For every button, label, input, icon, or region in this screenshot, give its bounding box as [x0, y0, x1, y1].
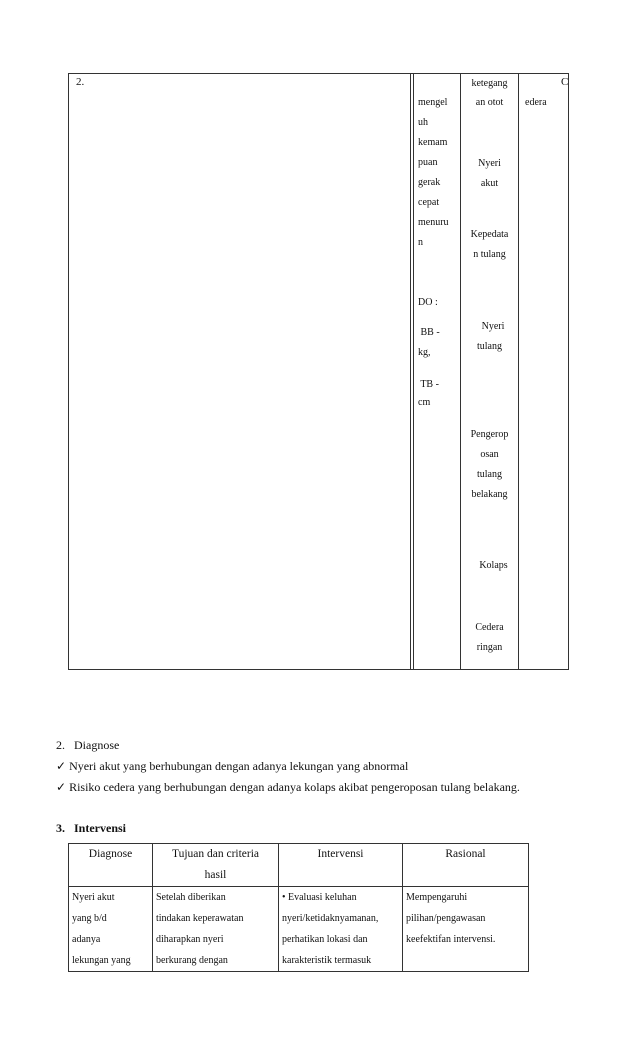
top-table-top-border [68, 73, 569, 74]
col4-line: ketegang [471, 78, 508, 89]
top-table-left-border [68, 73, 69, 670]
col4-line: Pengerop [470, 429, 509, 440]
cell-diagnose: Nyeri akut yang b/d adanya lekungan yang [69, 887, 153, 972]
checkmark-icon: ✓ [56, 759, 67, 773]
col4-line: Nyeri [478, 158, 501, 169]
col4-line: tulang [477, 469, 502, 480]
col3-line: cm [418, 397, 431, 408]
col3-line: BB - [418, 327, 440, 338]
diagnose-number: 2. [56, 738, 65, 752]
col3-line: puan [418, 157, 438, 168]
intervensi-table-header-row [69, 844, 529, 887]
col3-line: kg, [418, 347, 431, 358]
col3-line: n [418, 237, 423, 248]
intervensi-table [68, 843, 529, 972]
top-table-col-divider-3 [460, 73, 461, 670]
col4-line: an otot [475, 97, 504, 108]
header-rasional: Rasional [403, 844, 529, 887]
col3-line: mengel [418, 97, 448, 108]
header-intervensi: Intervensi [279, 844, 403, 887]
cell-tujuan: Setelah diberikan tindakan keperawatan diharapkan nyeri berkurang dengan [153, 887, 279, 972]
col4-line: n tulang [473, 249, 506, 260]
top-table-col-divider-2 [413, 73, 414, 670]
col4-line: tulang [477, 341, 502, 352]
top-table-bottom-border [68, 669, 569, 670]
col3-line: kemam [418, 137, 448, 148]
col3-line: uh [418, 117, 428, 128]
top-table-col-divider-4 [518, 73, 519, 670]
top-table-right-border [568, 73, 569, 670]
col5-text: edera [525, 97, 547, 108]
diagnose-item [56, 759, 408, 773]
checkmark-icon: ✓ [56, 780, 67, 794]
col3-line: menuru [418, 217, 449, 228]
col4-line: osan [480, 449, 499, 460]
col4-line: akut [480, 178, 499, 189]
col4-line: Nyeri [481, 321, 505, 332]
cell-intervensi: • Evaluasi keluhan nyeri/ketidaknyamanan, perhatikan lokasi dan karakteristik termasuk [279, 887, 403, 972]
col4-line: Kepedata [470, 229, 509, 240]
diagnose-heading [56, 738, 119, 752]
col4-line: Kolaps [479, 560, 508, 571]
top-table-row-number: 2. [76, 76, 85, 88]
diagnose-item-text: Nyeri akut yang berhubungan dengan adanya lekungan yang abnormal [69, 759, 409, 773]
intervensi-title: Intervensi [74, 821, 126, 835]
col3-line: TB - [418, 379, 439, 390]
diagnose-item [56, 780, 520, 794]
diagnose-title: Diagnose [74, 738, 120, 752]
col3-line: cepat [418, 197, 440, 208]
header-tujuan: Tujuan dan criteria hasil [153, 844, 279, 887]
diagnose-item-text: Risiko cedera yang berhubungan dengan adanya kolaps akibat pengeroposan tulang belakang. [69, 780, 520, 794]
col3-line: DO : [418, 297, 438, 308]
cell-rasional: Mempengaruhi pilihan/pengawasan keefektifan intervensi. [403, 887, 529, 972]
table-row [69, 887, 529, 972]
intervensi-heading [56, 821, 126, 835]
col3-line: gerak [418, 177, 441, 188]
header-diagnose: Diagnose [69, 844, 153, 887]
intervensi-number: 3. [56, 821, 65, 835]
col6-text: C [561, 76, 569, 88]
col4-line: ringan [476, 642, 503, 653]
col4-line: belakang [471, 489, 508, 500]
top-table-col-divider-1 [410, 73, 411, 670]
col4-line: Cedera [475, 622, 504, 633]
